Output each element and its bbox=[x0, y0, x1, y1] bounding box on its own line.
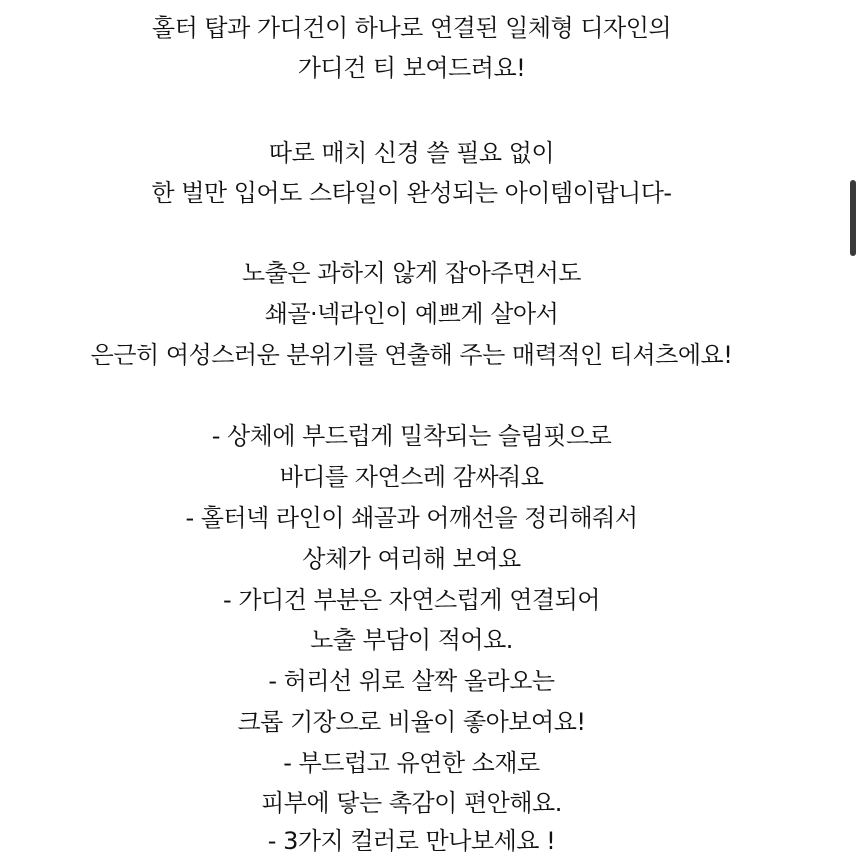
scrollbar-thumb[interactable] bbox=[850, 180, 856, 256]
description-line: 한 벌만 입어도 스타일이 완성되는 아이템이랍니다- bbox=[151, 179, 672, 207]
description-line: 쇄골·넥라인이 예쁘게 살아서 bbox=[264, 300, 559, 328]
description-line: - 3가지 컬러로 만나보세요 ! bbox=[267, 827, 556, 855]
description-line: 가디건 티 보여드려요! bbox=[297, 54, 526, 82]
description-line: 바디를 자연스레 감싸줘요 bbox=[279, 463, 544, 491]
description-line: 홀터 탑과 가디건이 하나로 연결된 일체형 디자인의 bbox=[151, 14, 672, 42]
description-line: 노출 부담이 적어요. bbox=[310, 626, 513, 654]
scrollbar[interactable] bbox=[848, 0, 856, 856]
description-line: - 홀터넥 라인이 쇄골과 어깨선을 정리해줘서 bbox=[185, 504, 638, 532]
description-line: 따로 매치 신경 쓸 필요 없이 bbox=[268, 139, 555, 167]
description-line: - 가디건 부분은 자연스럽게 연결되어 bbox=[223, 586, 600, 614]
description-line: - 허리선 위로 살짝 올라오는 bbox=[268, 667, 555, 695]
description-line: - 상체에 부드럽게 밀착되는 슬림핏으로 bbox=[211, 422, 612, 450]
description-line: 상체가 여리해 보여요 bbox=[302, 545, 521, 573]
description-line: 은근히 여성스러운 분위기를 연출해 주는 매력적인 티셔츠에요! bbox=[90, 341, 733, 369]
description-line: 크롭 기장으로 비율이 좋아보여요! bbox=[237, 708, 586, 736]
description-line: 노출은 과하지 않게 잡아주면서도 bbox=[242, 259, 581, 287]
description-line: 피부에 닿는 촉감이 편안해요. bbox=[261, 789, 562, 817]
description-line: - 부드럽고 유연한 소재로 bbox=[283, 749, 540, 777]
